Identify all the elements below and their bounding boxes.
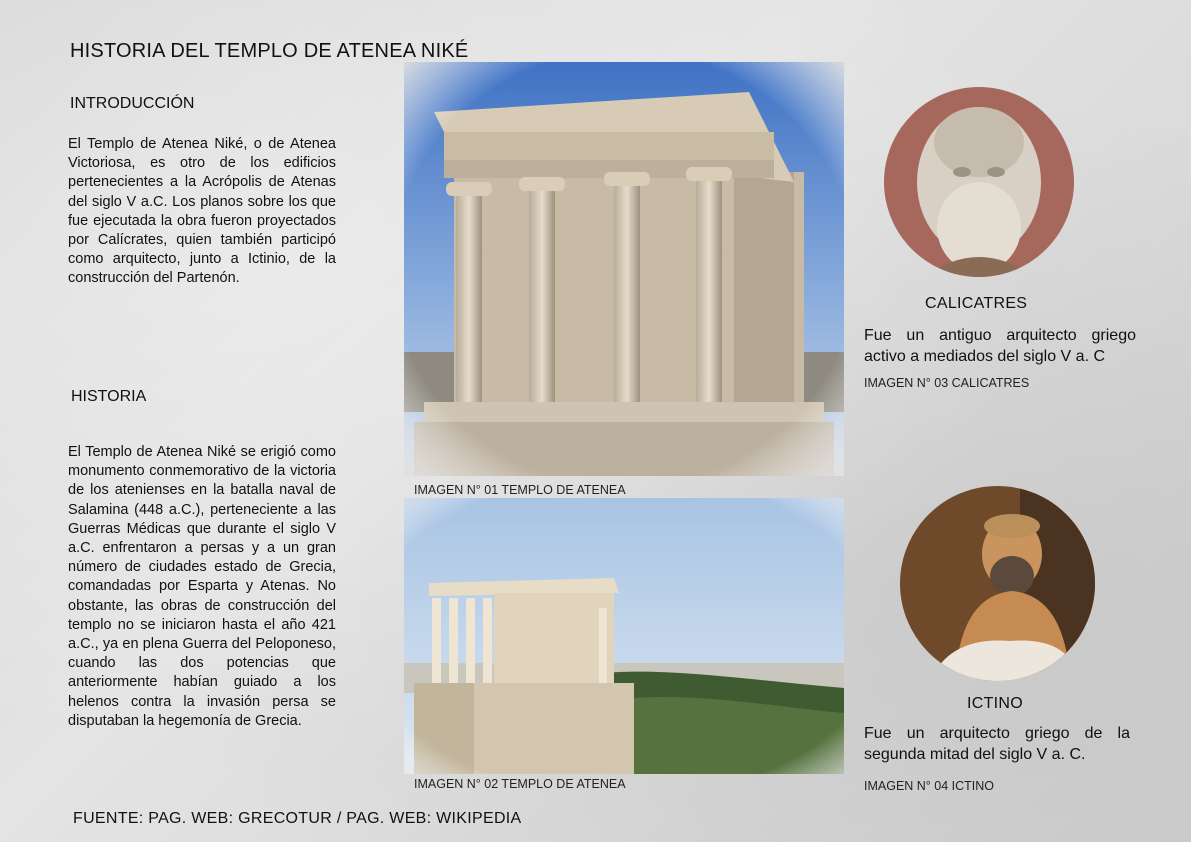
calicatres-portrait xyxy=(884,87,1074,277)
source-footer: FUENTE: PAG. WEB: GRECOTUR / PAG. WEB: WIKIPEDIA xyxy=(73,810,522,827)
temple-photo-2 xyxy=(404,498,844,774)
calicatres-description: Fue un antiguo arquitecto griego activo a mediados del siglo V a. C xyxy=(864,327,1136,365)
page-title: HISTORIA DEL TEMPLO DE ATENEA NIKÉ xyxy=(70,40,469,62)
calicatres-name: CALICATRES xyxy=(925,295,1028,312)
image-2-caption: IMAGEN N° 02 TEMPLO DE ATENEA xyxy=(414,777,626,791)
image-3-caption: IMAGEN N° 03 CALICATRES xyxy=(864,376,1030,390)
image-1-caption: IMAGEN N° 01 TEMPLO DE ATENEA xyxy=(414,483,626,497)
ictino-portrait xyxy=(900,486,1095,681)
image-4-caption: IMAGEN N° 04 ICTINO xyxy=(864,779,995,793)
ictino-description: Fue un arquitecto griego de la segunda mitad del siglo V a. C. xyxy=(864,725,1130,763)
temple-photo-1 xyxy=(404,62,844,476)
ictino-name: ICTINO xyxy=(967,695,1024,712)
intro-paragraph: El Templo de Atenea Niké, o de Atenea Victoriosa, es otro de los edificios pertenecientes a la Acrópolis de Atenas del siglo V a.C. Los planos sobre los que fue ejecutada la obra fueron proyectados por Calícrates, quien también participó como arquitecto, junto a Ictinio, de la construcción del Partenón. xyxy=(68,136,336,287)
historia-heading: HISTORIA xyxy=(71,388,147,405)
historia-paragraph: El Templo de Atenea Niké se erigió como monumento conmemorativo de la victoria de los atenienses en la batalla naval de Salamina (448 a.C.), perteneciente a las Guerras Médicas que durante el siglo V a.C. enfrentaron a persas y a un gran número de ciudades estado de Grecia, comandadas por Esparta y Atenas. No obstante, las obras de construcción del templo no se iniciaron hasta el año 421 a.C., ya en plena Guerra del Peloponeso, cuando las dos potencias que anteriormente habían guiado a los helenos contra la invasión persa se disputaban la hegemonía de Grecia. xyxy=(68,444,336,729)
intro-heading: INTRODUCCIÓN xyxy=(70,95,195,112)
